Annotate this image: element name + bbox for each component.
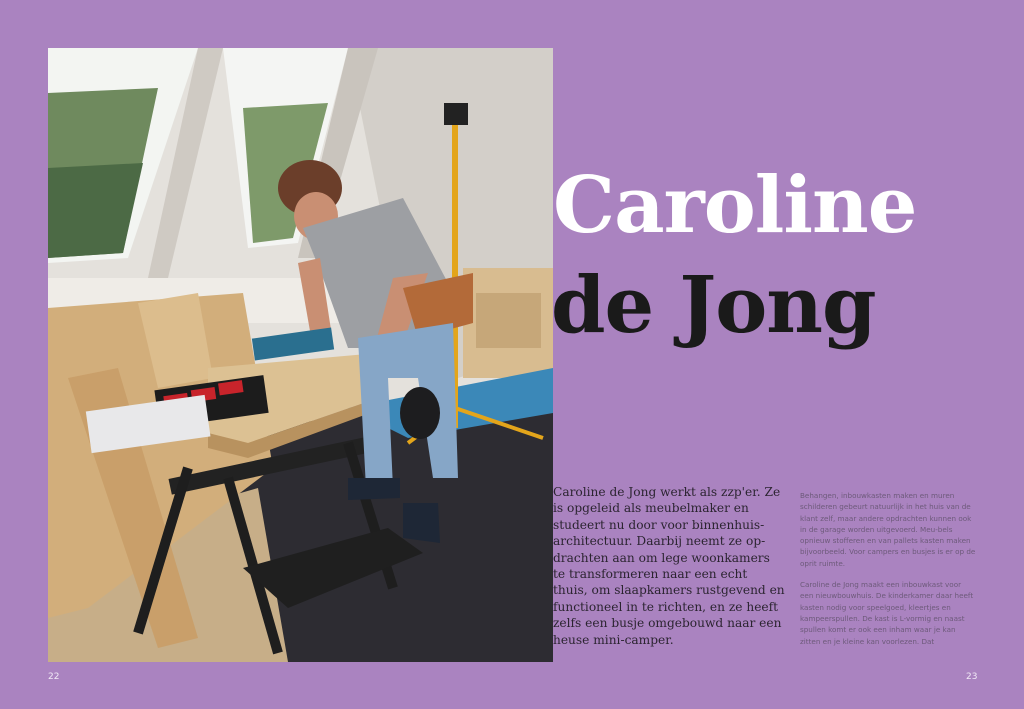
article-title [553, 156, 1013, 356]
page-number-left: 22 [48, 672, 60, 682]
body-column [800, 490, 976, 657]
photo-woman-sawing-wood [48, 48, 553, 662]
body-paragraph-2: Caroline de Jong maakt een inbouwkast voor een nieuwbouwhuis. De kinderkamer daar heeft kasten nodig voor speelgoed, kleertjes en kampeerspullen. De kast is L-vormig en naast spullen komt er ook een inham waar je kan zitten en je kleine kan voorlezen. Dat [800, 580, 974, 646]
lead-paragraph: Caroline de Jong werkt als zzp'er. Ze is opgeleid als meubelmaker en studeert nu door voor binnenhuis-architectuur. Daarbij neemt ze op-drachten aan om lege woonkamers te transformeren naar een echt thuis, om slaapkamers rustgevend en functioneel in te richten, en ze heeft zelfs een busje omgebouwd naar een heuse mini-camper. [553, 485, 785, 647]
page-number-right: 23 [966, 672, 978, 682]
title-first-name: Caroline [553, 160, 917, 251]
body-paragraph-1: Behangen, inbouwkasten maken en muren schilderen gebeurt natuurlijk in het huis van de klant zelf, maar andere opdrachten kunnen ook in de garage worden uitgevoerd. Meu-bels opnieuw stofferen en van pallets kasten maken bijvoorbeeld. Voor campers en busjes is er op de oprit ruimte. [800, 491, 976, 568]
title-last-name: de Jong [551, 260, 876, 351]
